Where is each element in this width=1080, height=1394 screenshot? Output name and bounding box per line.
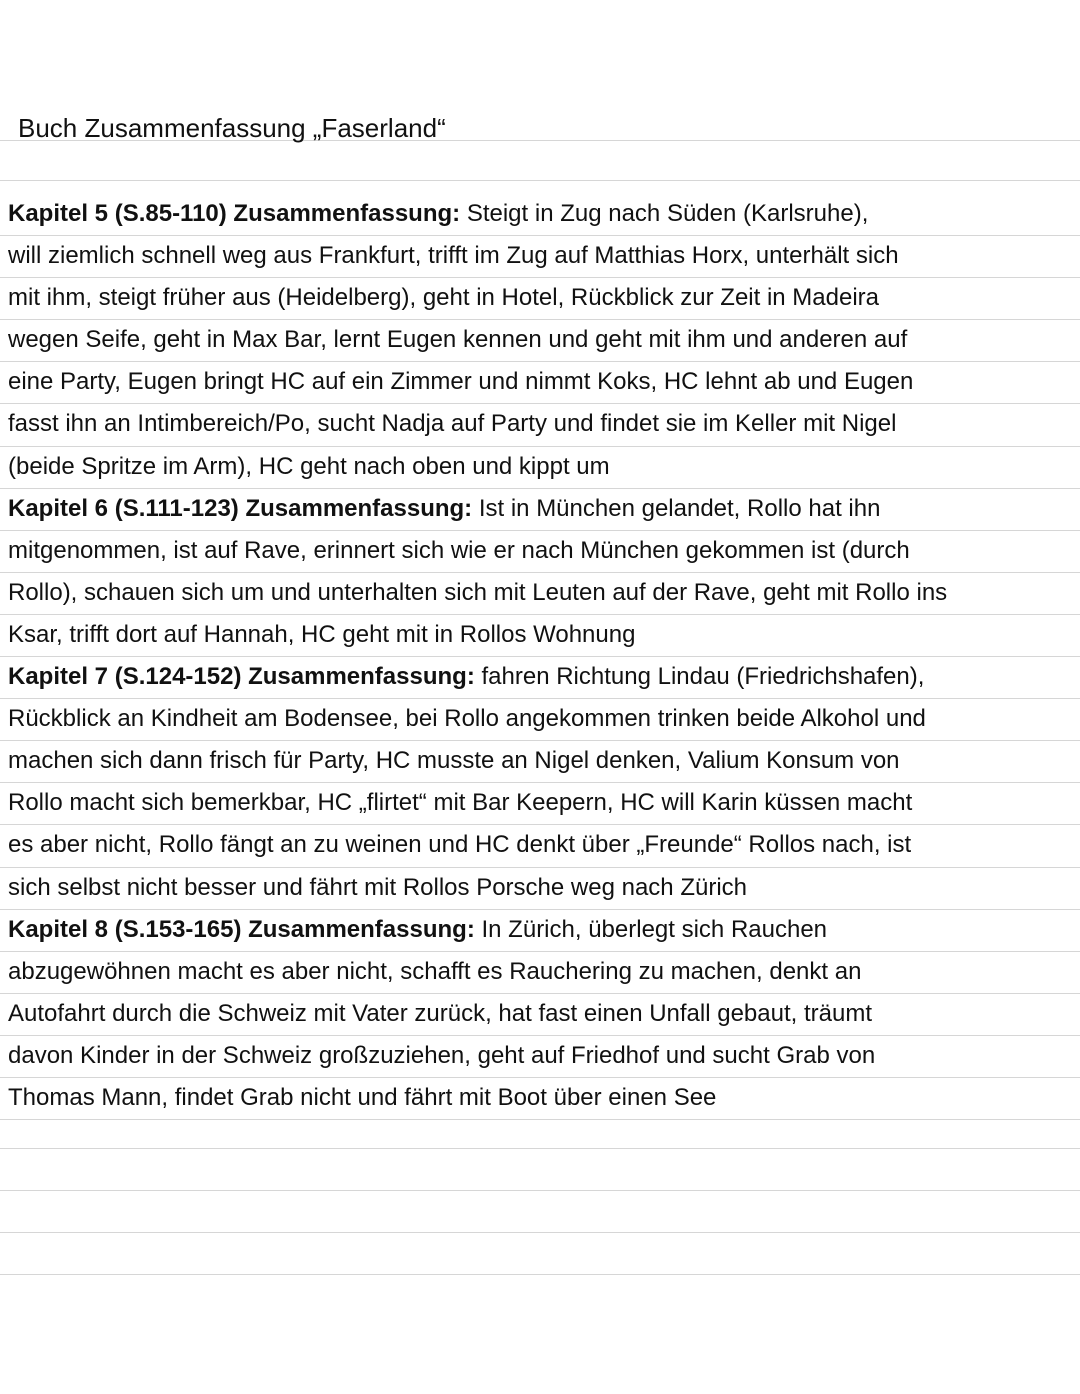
text-line bbox=[8, 993, 1068, 1035]
document-title: Buch Zusammenfassung „Faserland“ bbox=[18, 113, 446, 143]
line-text: will ziemlich schnell weg aus Frankfurt, trifft im Zug auf Matthias Horx, unterhält sich bbox=[8, 242, 899, 270]
ruled-line bbox=[0, 1119, 1080, 1120]
text-line bbox=[8, 867, 1068, 909]
line-text: Thomas Mann, findet Grab nicht und fährt mit Boot über einen See bbox=[8, 1083, 717, 1111]
line-text: mit ihm, steigt früher aus (Heidelberg), geht in Hotel, Rückblick zur Zeit in Madeira bbox=[8, 284, 880, 312]
line-text: wegen Seife, geht in Max Bar, lernt Eugen kennen und geht mit ihm und anderen auf bbox=[8, 326, 908, 354]
text-line bbox=[8, 698, 1068, 740]
line-text: Steigt in Zug nach Süden (Karlsruhe), bbox=[460, 200, 869, 227]
text-line bbox=[8, 446, 1068, 488]
line-text: es aber nicht, Rollo fängt an zu weinen und HC denkt über „Freunde“ Rollos nach, ist bbox=[8, 831, 912, 859]
line-text: Ist in München gelandet, Rollo hat ihn bbox=[472, 494, 881, 522]
line-text: (beide Spritze im Arm), HC geht nach oben und kippt um bbox=[8, 452, 610, 480]
line-text: abzugewöhnen macht es aber nicht, schafft es Rauchering zu machen, denkt an bbox=[8, 957, 862, 985]
text-line bbox=[8, 614, 1068, 656]
line-text: machen sich dann frisch für Party, HC musste an Nigel denken, Valium Konsum von bbox=[8, 747, 900, 775]
text-line bbox=[8, 951, 1068, 993]
text-line bbox=[8, 361, 1068, 403]
text-line bbox=[8, 656, 1068, 698]
chapter-heading: Kapitel 5 (S.85-110) Zusammenfassung: bbox=[8, 200, 461, 227]
line-text: eine Party, Eugen bringt HC auf ein Zimmer und nimmt Koks, HC lehnt ab und Eugen bbox=[8, 368, 914, 396]
line-text: mitgenommen, ist auf Rave, erinnert sich wie er nach München gekommen ist (durch bbox=[8, 536, 910, 564]
text-line bbox=[8, 740, 1068, 782]
text-line bbox=[8, 193, 1068, 235]
line-text: Rollo macht sich bemerkbar, HC „flirtet“ mit Bar Keepern, HC will Karin küssen macht bbox=[8, 789, 913, 817]
ruled-line bbox=[0, 180, 1080, 181]
text-line bbox=[8, 1077, 1068, 1119]
text-line bbox=[8, 277, 1068, 319]
ruled-line bbox=[0, 1190, 1080, 1191]
text-line bbox=[8, 782, 1068, 824]
text-line bbox=[8, 235, 1068, 277]
chapter-heading: Kapitel 8 (S.153-165) Zusammenfassung: bbox=[8, 915, 475, 943]
line-text: Rollo), schauen sich um und unterhalten sich mit Leuten auf der Rave, geht mit Rollo ins bbox=[8, 578, 948, 606]
text-line bbox=[8, 909, 1068, 951]
text-line bbox=[8, 572, 1068, 614]
text-line bbox=[8, 1035, 1068, 1077]
line-text: Rückblick an Kindheit am Bodensee, bei Rollo angekommen trinken beide Alkohol und bbox=[8, 705, 926, 733]
line-text: In Zürich, überlegt sich Rauchen bbox=[474, 915, 828, 943]
line-text: sich selbst nicht besser und fährt mit Rollos Porsche weg nach Zürich bbox=[8, 873, 747, 901]
line-text: fasst ihn an Intimbereich/Po, sucht Nadja auf Party und findet sie im Keller mit Nigel bbox=[8, 410, 897, 438]
chapter-heading: Kapitel 7 (S.124-152) Zusammenfassung: bbox=[8, 663, 475, 691]
ruled-line bbox=[0, 1148, 1080, 1149]
line-text: davon Kinder in der Schweiz großzuziehen, geht auf Friedhof und sucht Grab von bbox=[8, 1041, 876, 1069]
line-text: Autofahrt durch die Schweiz mit Vater zurück, hat fast einen Unfall gebaut, träumt bbox=[8, 999, 872, 1027]
ruled-line bbox=[0, 1274, 1080, 1275]
text-line bbox=[8, 824, 1068, 866]
line-text: Ksar, trifft dort auf Hannah, HC geht mit in Rollos Wohnung bbox=[8, 620, 636, 648]
text-line bbox=[8, 319, 1068, 361]
chapter-heading: Kapitel 6 (S.111-123) Zusammenfassung: bbox=[8, 494, 473, 522]
text-line bbox=[8, 488, 1068, 530]
line-text: fahren Richtung Lindau (Friedrichshafen), bbox=[474, 663, 925, 691]
ruled-line bbox=[0, 1232, 1080, 1233]
text-line bbox=[8, 403, 1068, 445]
summary-body bbox=[8, 193, 1068, 1119]
text-line bbox=[8, 530, 1068, 572]
